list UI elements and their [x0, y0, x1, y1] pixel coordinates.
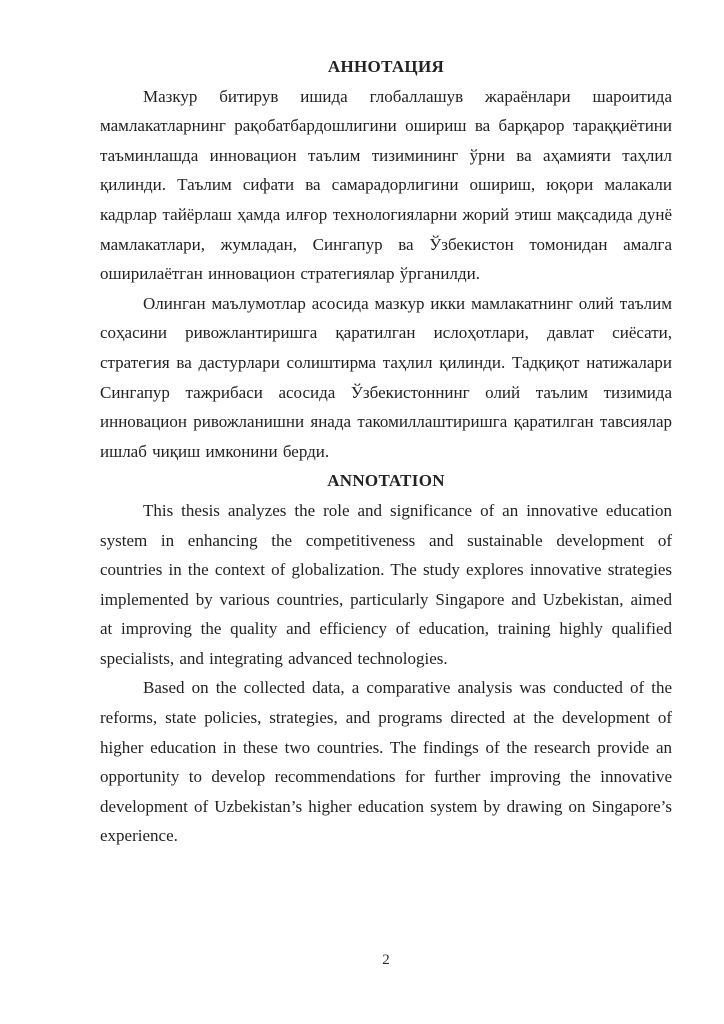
annotation-en-heading: ANNOTATION [327, 471, 445, 491]
annotation-uz-paragraph-1: Мазкур битирув ишида глобаллашув жараёнлари шароитида мамлакатларнинг рақобатбардошлигини ошириш ва барқарор тараққиётини таъминлашда инновацион таълим тизимининг ўрни ва аҳамияти таҳлил қилинди. Таълим сифати ва самарадорлигини ошириш, юқори малакали кадрлар тайёрлаш ҳамда илғор технологияларни жорий этиш мақсадида дунё мамлакатлари, жумладан, Сингапур ва Ўзбекистон томонидан амалга оширилаётган инновацион стратегиялар ўрганилди. [100, 86, 672, 284]
page-content [100, 52, 672, 851]
page-number: 2 [382, 952, 390, 968]
annotation-en-paragraph-1: This thesis analyzes the role and significance of an innovative education system in enhancing the competitiveness and sustainable development of countries in the context of globalization. The study explores innovative strategies implemented by various countries, particularly Singapore and Uzbekistan, aimed at improving the quality and efficiency of education, training highly qualified specialists, and integrating advanced technologies. [100, 500, 672, 668]
annotation-uz-paragraph-2: Олинган маълумотлар асосида мазкур икки мамлакатнинг олий таълим соҳасини ривожлантиришга қаратилган ислоҳотлари, давлат сиёсати, стратегия ва дастурлари солиштирма таҳлил қилинди. Тадқиқот натижалари Сингапур тажрибаси асосида Ўзбекистоннинг олий таълим тизимида инновацион ривожланишни янада такомиллаштиришга қаратилган тавсиялар ишлаб чиқиш имконини берди. [100, 293, 672, 461]
annotation-uz-heading: АННОТАЦИЯ [327, 57, 445, 76]
annotation-en-paragraph-2: Based on the collected data, a comparative analysis was conducted of the reforms, state policies, strategies, and programs directed at the development of higher education in these two countries. The findings of the research provide an opportunity to develop recommendations for further improving the innovative development of Uzbekistan’s higher education system by drawing on Singapore’s experience. [100, 678, 672, 846]
